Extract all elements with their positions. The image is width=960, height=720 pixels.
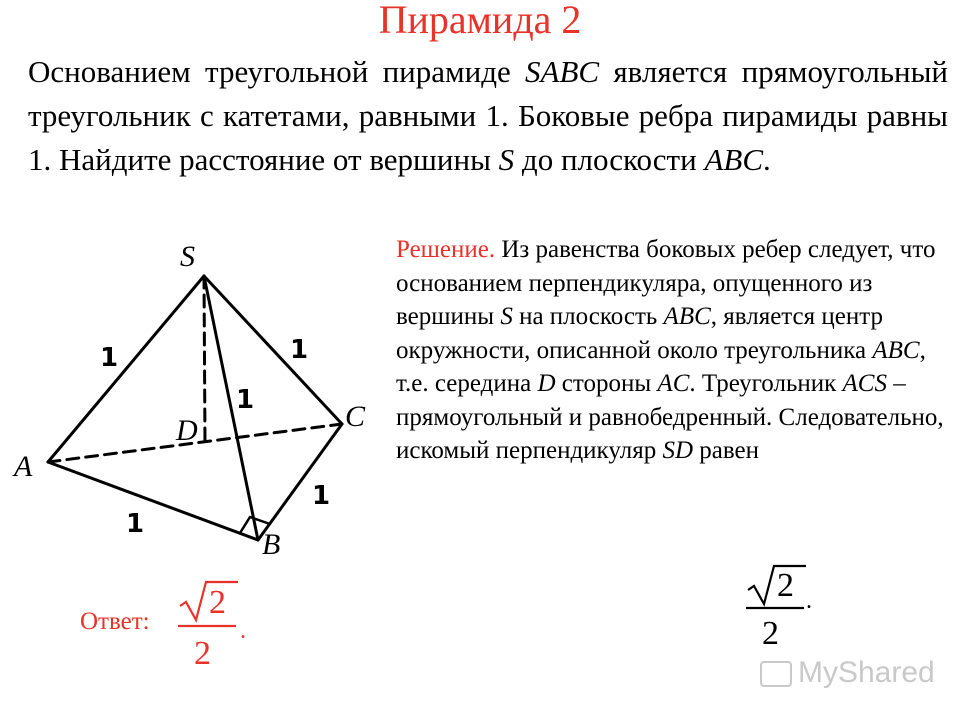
sol-t7: – прямоугольный и равнобедренный. Следовательно, искомый перпендикуляр (396, 370, 944, 464)
sol-t8: равен (693, 437, 760, 464)
label-S: S (180, 240, 195, 273)
sol-abc1: ABC (663, 303, 711, 330)
result-fraction (744, 560, 816, 652)
sol-t3: , является центр окружности, описанной около треугольника (396, 303, 883, 364)
solution-text (396, 233, 944, 468)
page-title: Пирамида 2 (378, 0, 582, 42)
problem-text-2: является прямоугольный треугольник с катетами, равными 1. Боковые ребра пирамиды равны 1. Найдите расстояние от вершины (28, 54, 948, 177)
watermark-text: MyShared (798, 656, 935, 689)
sol-t5: стороны (555, 370, 658, 397)
label-D: D (176, 414, 198, 447)
sol-t2: на плоскость (512, 303, 664, 330)
sol-abc2: ABC (872, 336, 920, 364)
label-A: A (14, 450, 33, 483)
sol-s1: S (500, 303, 513, 330)
pyramid-name: SABC (525, 54, 600, 89)
answer-punct: . (240, 618, 246, 644)
plane-name: ABC (704, 142, 764, 177)
problem-text-3: до плоскости (514, 142, 705, 177)
problem-statement (28, 50, 948, 182)
label-B: B (262, 528, 281, 561)
problem-text-1: Основанием треугольной пирамиде (28, 54, 526, 89)
pyramid-figure (0, 232, 390, 572)
problem-text-4: . (763, 142, 771, 177)
answer-label: Ответ: (80, 608, 150, 635)
sol-acs: ACS (842, 370, 887, 397)
sol-t6: . Треугольник (689, 370, 843, 397)
edge-AB (48, 462, 258, 540)
result-punct: . (806, 588, 812, 614)
vertex-name: S (498, 142, 515, 177)
edge-SC (204, 276, 342, 424)
label-C: C (345, 400, 366, 433)
sol-d1: D (537, 370, 556, 397)
result-denominator: 2 (762, 615, 779, 652)
sol-sd: SD (662, 437, 694, 464)
solution-label: Решение. (396, 236, 496, 263)
edge-label-SC: 1 (290, 335, 309, 365)
sol-ac: AC (657, 370, 690, 397)
answer-denominator: 2 (194, 635, 211, 672)
answer-numerator: 2 (209, 584, 226, 621)
answer-fraction (176, 576, 252, 672)
edge-label-SA: 1 (100, 343, 119, 373)
watermark-icon (760, 661, 792, 687)
edge-label-SB: 1 (236, 385, 255, 415)
height-SD-hidden (204, 276, 205, 444)
watermark (760, 656, 935, 690)
sol-t4: , т.е. середина (396, 336, 926, 397)
edge-label-AB: 1 (126, 509, 145, 539)
result-numerator: 2 (777, 567, 794, 604)
edge-label-BC: 1 (312, 481, 331, 511)
sol-t1: Из равенства боковых ребер следует, что основанием перпендикуляра, опущенного из вершины (396, 236, 936, 330)
